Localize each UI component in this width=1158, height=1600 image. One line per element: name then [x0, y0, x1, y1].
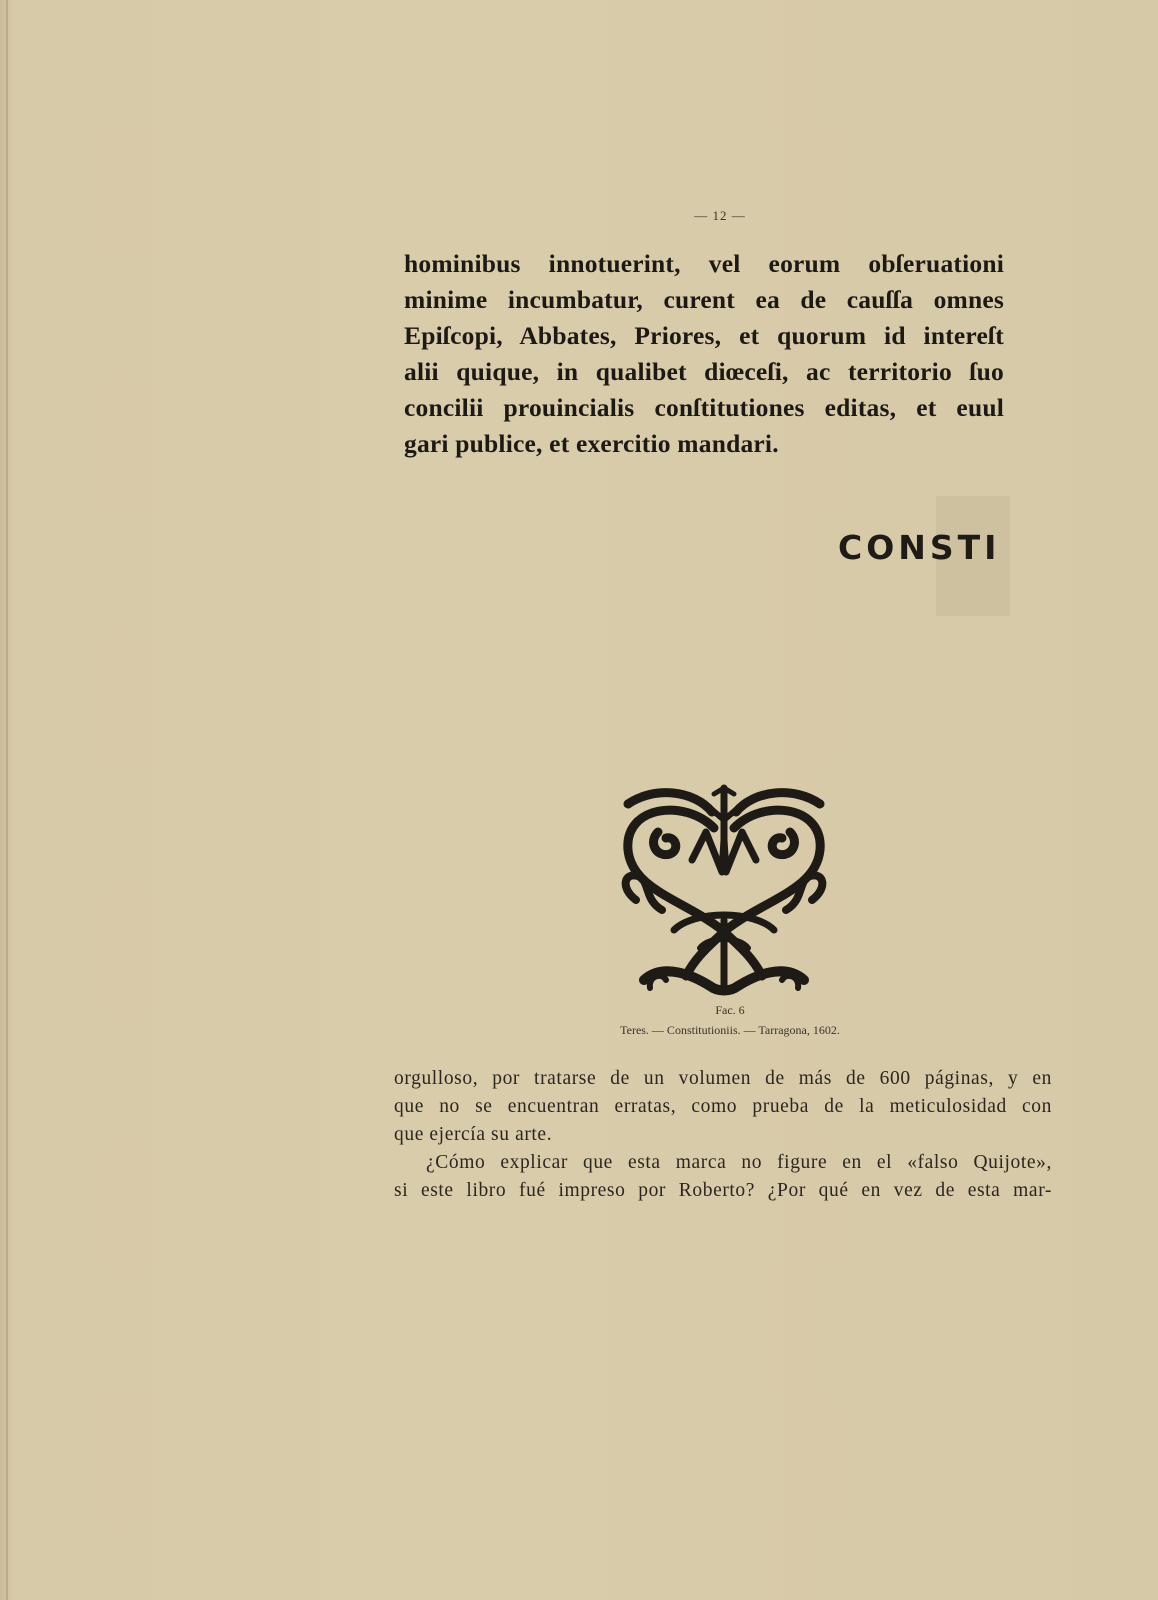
body-line: que no se encuentran erratas, como prueba de la meticulosidad con	[394, 1096, 1052, 1117]
facsimile-heading: CONSTI	[838, 528, 1001, 567]
body-text	[394, 1065, 1052, 1205]
facsimile-line: concilii prouincialis conſtitutiones editas, et euul	[404, 393, 1004, 422]
facsimile-line: alii quique, in qualibet diœceſi, ac territorio ſuo	[404, 357, 1004, 386]
page-edge	[6, 0, 8, 1600]
figure-label: Fac. 6	[715, 1003, 745, 1017]
body-line: ¿Cómo explicar que esta marca no figure en el «falso Quijote»,	[426, 1152, 1052, 1173]
printer-mark-ornament	[614, 780, 834, 1002]
page-number: — 12 —	[694, 208, 746, 223]
facsimile-line: Epiſcopi, Abbates, Priores, et quorum id intereſt	[404, 321, 1004, 350]
body-line: que ejercía su arte.	[394, 1124, 553, 1145]
facsimile-line: hominibus innotuerint, vel eorum obſeruationi	[404, 249, 1004, 278]
figure-caption-block	[520, 1000, 940, 1040]
facsimile-line: minime incumbatur, curent ea de cauſſa omnes	[404, 285, 1004, 314]
facsimile-latin-text	[404, 246, 1004, 462]
body-line: si este libro fué impreso por Roberto? ¿Por qué en vez de esta mar-	[394, 1180, 1052, 1201]
body-line: orgulloso, por tratarse de un volumen de más de 600 páginas, y en	[394, 1068, 1052, 1089]
facsimile-line: gari publice, et exercitio mandari.	[404, 429, 779, 458]
figure-caption: Teres. — Constitutioniis. — Tarragona, 1602.	[620, 1023, 840, 1037]
